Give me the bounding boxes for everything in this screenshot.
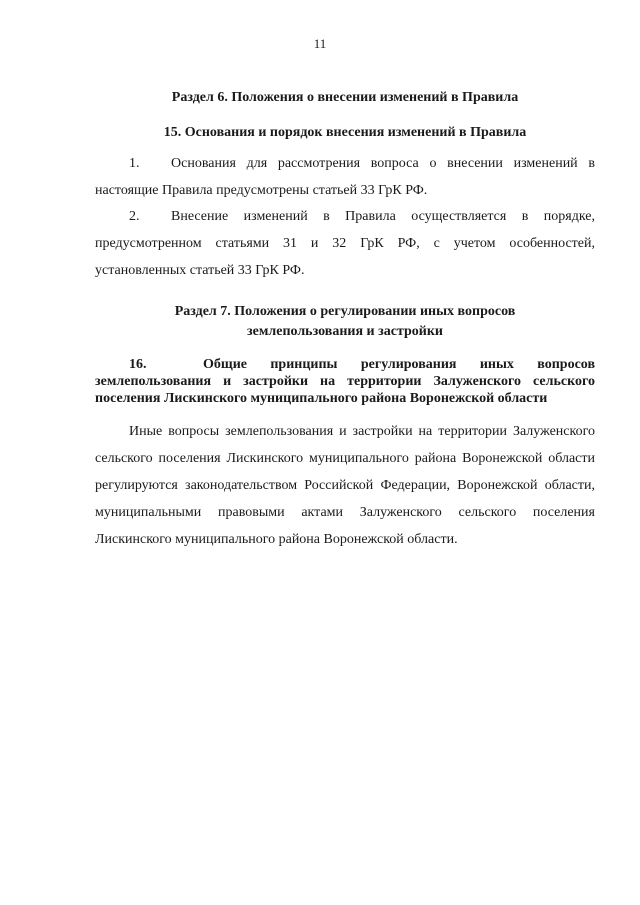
section-7-title — [95, 302, 595, 342]
article-16-title — [95, 356, 595, 407]
list-item-number: 1. — [129, 156, 140, 171]
section-6-title: Раздел 6. Положения о внесении изменений в Правила — [171, 90, 519, 105]
page-number: 11 — [313, 36, 327, 51]
article-16-title-text: Общие принципы регулирования иных вопросов землепользования и застройки на территории Залуженского сельского поселения Лискинского муниципального района Воронежской области — [95, 357, 595, 406]
list-item — [95, 203, 595, 284]
section-7-title-line2: землепользования и застройки — [247, 324, 443, 339]
list-item-text: Основания для рассмотрения вопроса о внесении изменений в настоящие Правила предусмотрены статьей 33 ГрК РФ. — [95, 156, 595, 198]
article-16-body: Иные вопросы землепользования и застройки на территории Залуженского сельского поселения Лискинского муниципального района Воронежской области регулируются законодательством Российской Федерации, Воронежской области, муниципальными правовыми актами Залуженского сельского поселения Лискинского муниципального района Воронежской области. — [95, 424, 595, 547]
article-15-title: 15. Основания и порядок внесения изменений в Правила — [163, 125, 527, 140]
section-7-title-line1: Раздел 7. Положения о регулировании иных вопросов — [174, 304, 516, 319]
article-16-number: 16. — [129, 357, 147, 372]
list-item-text: Внесение изменений в Правила осуществляется в порядке, предусмотренном статьями 31 и 32 ГрК РФ, с учетом особенностей, установленных статьей 33 ГрК РФ. — [95, 209, 595, 278]
list-item-number: 2. — [129, 209, 140, 224]
list-item — [95, 150, 595, 204]
